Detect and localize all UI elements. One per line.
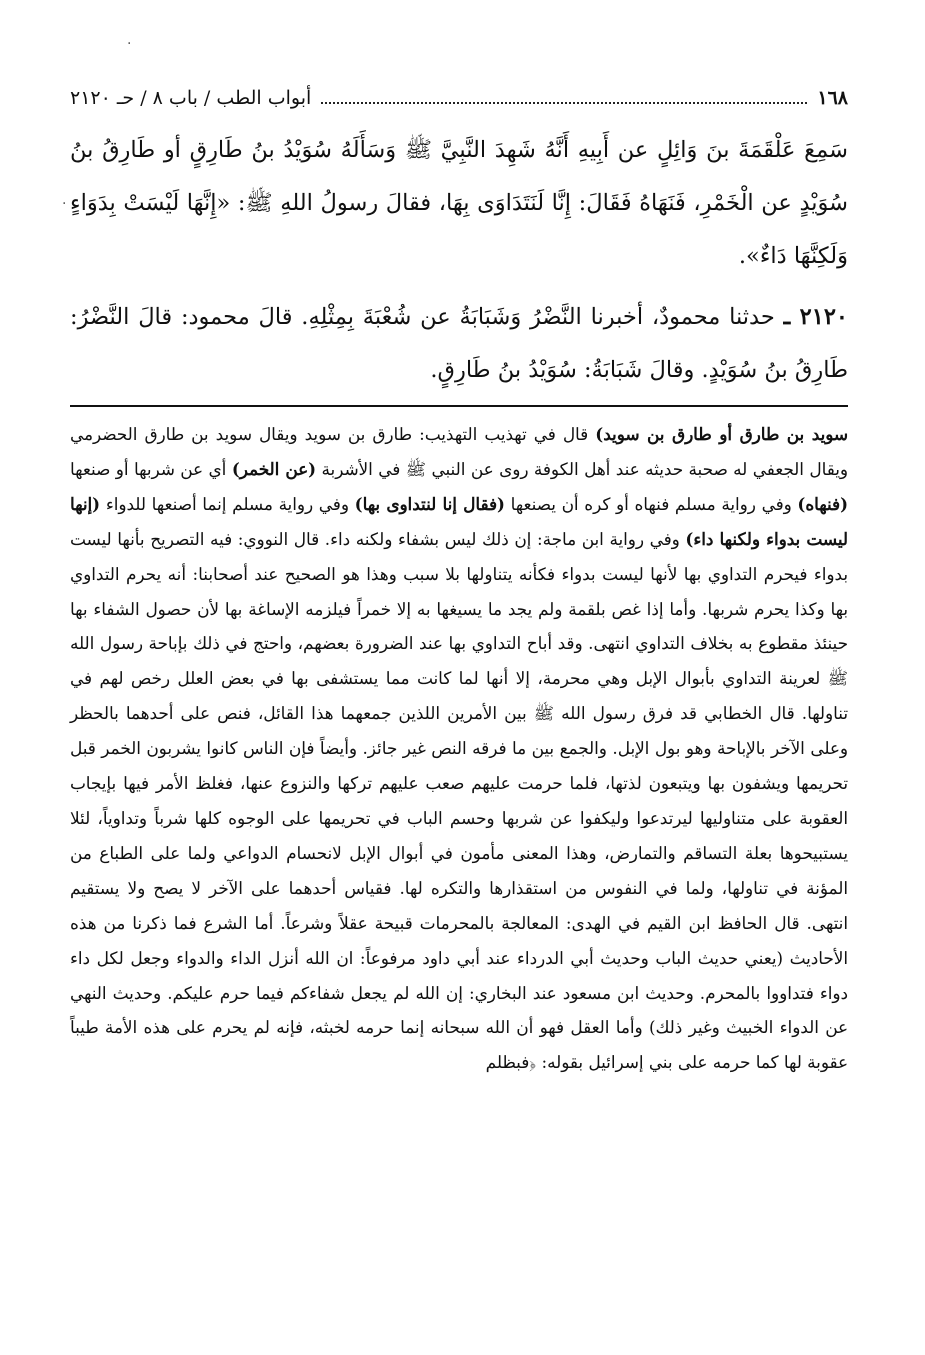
commentary-text: أي عن شربها أو صنعها (70, 458, 232, 479)
hadith-2120 (70, 291, 848, 397)
footnote-separator (70, 405, 848, 407)
commentary-text: وفي رواية مسلم إنما أصنعها للدواء (100, 493, 355, 514)
commentary-term: (فنهاه) (797, 493, 849, 514)
commentary-text: قال في تهذيب التهذيب: طارق بن سويد ويقال سويد بن طارق الحضرمي ويقال الجعفي له صحبة حديثه عند أهل الكوفة روى عن النبي ﷺ في الأشربة (70, 424, 848, 479)
commentary (70, 417, 848, 1080)
commentary-term: (إنها ليست بدواء ولكنها داء) (70, 493, 849, 549)
commentary-text: وفي رواية ابن ماجة: إن ذلك ليس بشفاء ولكنه داء. قال النووي: فيه التصريح بأنها ليست بدواء فيحرم التداوي بها لأنها ليست بدواء فكأنه يتناولها بلا سبب وهذا هو الصحيح عند أصحابنا: أنه يحرم التداوي بها وكذا يحرم شربها. وأما إذا غص بلقمة ولم يجد ما يسيغها به إلا خمراً فيلزمه الإساغة بها لأن حصول الشفاء بها حينئذ مقطوع به بخلاف التداوي انتهى. وقد أباح التداوي بها عند الضرورة بعضهم، واحتج في ذلك بإباحة رسول الله ﷺ لعرينة التداوي بأبوال الإبل وهي محرمة، إلا أنها لما كانت مما يستشفى بها في بعض العلل رخص لهم في تناولها. قال الخطابي قد فرق رسول الله ﷺ بين الأمرين اللذين جمعهما هذا القائل، فنص على أحدهما بالحظر وعلى الآخر بالإباحة وهو بول الإبل. والجمع بين ما فرقه النص غير جائز. وأيضاً فإن الناس كانوا يشربون الخمر قبل تحريمها ويشفون بها ويتبعون لذتها، فلما حرمت عليهم صعب عليهم تركها والنزوع عنها، فغلظ الأمر فيها بإيجاب العقوبة على متناوليها ليرتدعوا وليكفوا عن شربها وحسم الباب في تحريمها على الوجوه كلها شرباً وتداوياً، لئلا يستبيحوها بعلة التساقم والتمارض، وهذا المعنى مأمون في أبوال الإبل لانحسام الدواعي ولما على الطباع من المؤنة في تناولها، ولما في النفوس من استقذارها والتكره لها. فقياس أحدهما على الآخر لا يصح ولا يستقيم انتهى. قال الحافظ ابن القيم في الهدى: المعالجة بالمحرمات قبيحة عقلاً وشرعاً. أما الشرع فما ذكرنا من هذه الأحاديث (يعني حديث الباب وحديث أبي الدرداء عند أبي داود مرفوعاً: ان الله أنزل الداء والدواء وجعل لكل داء دواء فتداووا بالمحرم. وحديث ابن مسعود عند البخاري: إن الله لم يجعل شفاءكم فيما حرم عليكم. وحديث النهي عن الدواء الخبيث وغير ذلك) وأما العقل فهو أن الله سبحانه إنما حرمه لخبثه، فإنه لم يحرم على هذه الأمة طيباً عقوبة لها كما حرمه على بني إسرائيل بقوله: ﴿فبظلم (70, 528, 848, 1073)
running-head: أبواب الطب / باب ٨ / حـ ٢١٢٠ (70, 87, 312, 109)
page (70, 78, 848, 1338)
stray-mark-side: · (62, 196, 67, 212)
hadith-block (70, 124, 848, 397)
commentary-term: (عن الخمر) (231, 458, 317, 479)
hadith-text-body: سَمِعَ عَلْقَمَةَ بنَ وَائِلٍ عن أَبِيهِ أَنَّهُ شَهِدَ النَّبِيَّ ﷺ وَسَأَلَهُ سُوَيْدُ بنُ طَارِقٍ أو طَارِقُ بنُ سُوَيْدٍ عن الْخَمْرِ، فَنَهَاهُ فَقَالَ: إِنَّا لَنَتَدَاوَى بِهَا، فقالَ رسولُ اللهِ ﷺ: «إِنَّهَا لَيْسَتْ بِدَوَاءٍ وَلَكِنَّهَا دَاءٌ». (70, 137, 848, 269)
hadith-2120-body: حدثنا محمودٌ، أخبرنا النَّضْرُ وَشَبَابَةُ عن شُعْبَةَ بِمِثْلِهِ. قالَ محمود: قالَ النَّضْرُ: طَارِقُ بنُ سُوَيْدٍ. وقالَ شَبَابَةُ: سُوَيْدُ بنُ طَارِقٍ. (70, 304, 848, 383)
commentary-term: (فقال إنا لنتداوى بها) (354, 493, 505, 514)
page-number: ١٦٨ (817, 87, 848, 109)
hadith-number: ٢١٢٠ ـ (783, 304, 848, 330)
hadith-text (70, 124, 848, 283)
commentary-text: وفي رواية مسلم فنهاه أو كره أن يصنعها (504, 493, 798, 514)
dotted-leader (321, 102, 807, 104)
page-header (70, 78, 848, 118)
commentary-term: سويد بن طارق أو طارق بن سويد) (595, 424, 848, 444)
stray-mark-top: · (127, 36, 132, 52)
